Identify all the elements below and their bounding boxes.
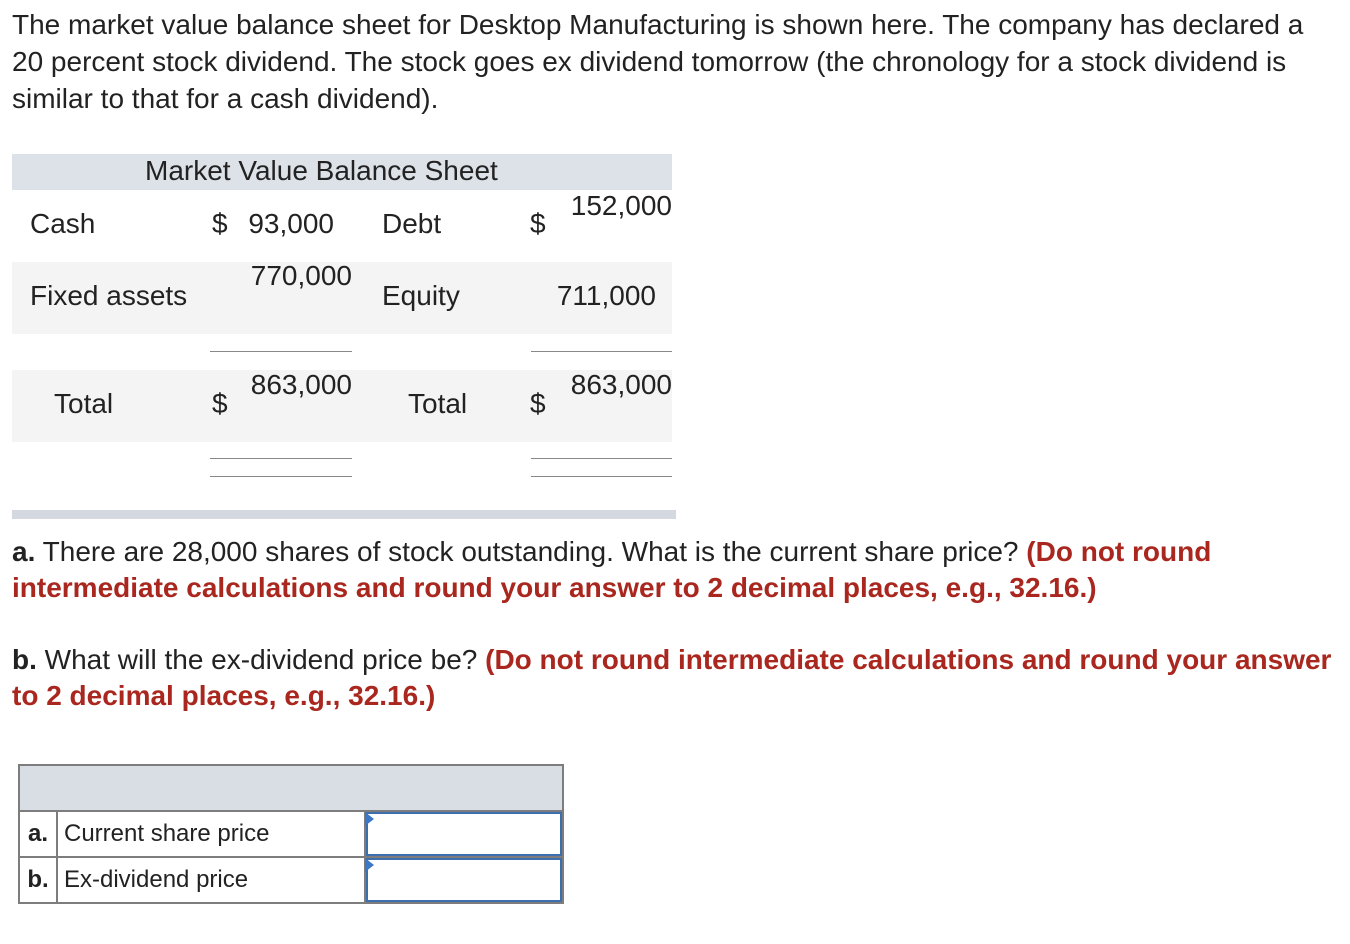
ex-dividend-price-input[interactable]: [366, 858, 562, 902]
total-liabilities-label: Total: [408, 388, 468, 419]
cash-dollar-sign: $: [212, 208, 228, 239]
answer-row-b-label: Ex-dividend price: [57, 857, 365, 903]
balance-sheet-title: Market Value Balance Sheet: [145, 155, 498, 186]
answer-row-a-letter: a.: [19, 811, 57, 857]
answer-table: [18, 764, 564, 904]
total-liabilities-dollar-sign: $: [530, 388, 546, 419]
question-a: [12, 534, 1332, 606]
total-double-rule-left-2: [210, 476, 352, 477]
cash-label: Cash: [30, 208, 96, 239]
total-double-rule-right-1: [531, 458, 672, 459]
input-flag-icon: [365, 858, 374, 872]
fixed-assets-label: Fixed assets: [30, 280, 188, 311]
question-a-hint: (Do not round intermediate calculations and round your answer to 2 decimal places, e.g., 32.16.): [12, 536, 1212, 603]
question-a-letter: a.: [12, 536, 36, 567]
total-assets-label: Total: [54, 388, 114, 419]
question-b-text: What will the ex-dividend price be?: [44, 644, 478, 675]
debt-label: Debt: [382, 208, 442, 239]
answer-row-a-label: Current share price: [57, 811, 365, 857]
equity-value: 711,000: [556, 280, 656, 311]
total-double-rule-right-2: [531, 476, 672, 477]
cash-value: 93,000: [248, 208, 334, 239]
total-double-rule-left-1: [210, 458, 352, 459]
input-flag-icon: [365, 812, 374, 826]
total-assets-value: 863,000: [250, 369, 352, 400]
question-a-text: There are 28,000 shares of stock outstanding. What is the current share price?: [42, 536, 1019, 567]
question-b: [12, 642, 1332, 714]
answer-row-a: [19, 811, 563, 857]
subtotal-rule-left: [210, 351, 352, 352]
subtotal-rule-right: [531, 351, 672, 352]
debt-dollar-sign: $: [530, 208, 546, 239]
problem-intro: The market value balance sheet for Desktop Manufacturing is shown here. The company has declared a 20 percent stock dividend. The stock goes ex dividend tomorrow (the chronology for a stock dividend is similar to that for a cash dividend).: [12, 9, 1304, 114]
answer-table-header: [19, 765, 563, 811]
answer-row-b-letter: b.: [19, 857, 57, 903]
equity-label: Equity: [382, 280, 460, 311]
answer-row-b: [19, 857, 563, 903]
fixed-assets-value: 770,000: [250, 260, 352, 291]
question-b-letter: b.: [12, 644, 37, 675]
total-assets-dollar-sign: $: [212, 388, 228, 419]
section-divider: [12, 510, 676, 519]
current-share-price-input[interactable]: [366, 812, 562, 856]
debt-value: 152,000: [570, 190, 672, 221]
question-b-hint: (Do not round intermediate calculations and round your answer to 2 decimal places, e.g., 32.16.): [12, 644, 1332, 711]
total-liabilities-value: 863,000: [570, 369, 672, 400]
